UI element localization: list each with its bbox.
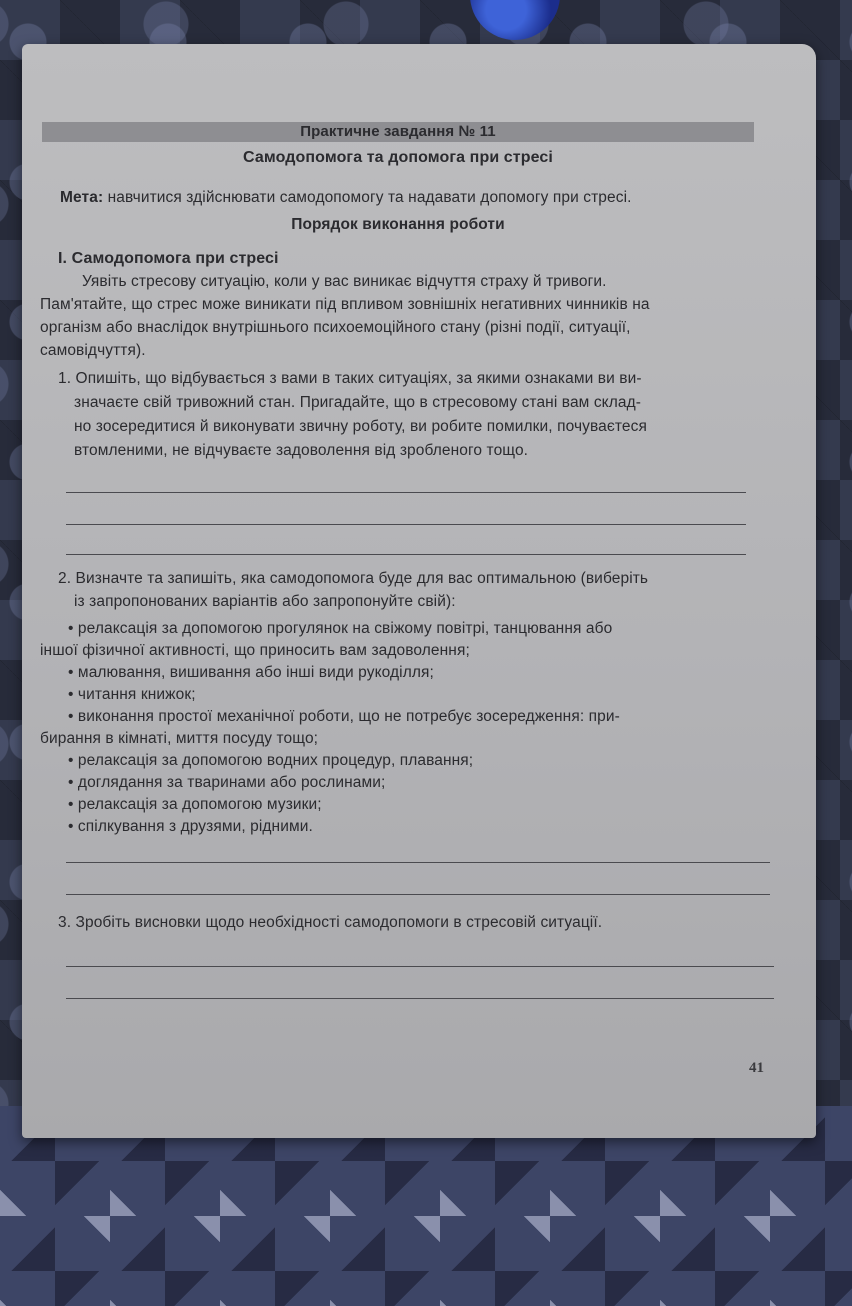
goal-label: Мета: xyxy=(60,189,104,206)
task1-line-2: значаєте свій тривожний стан. Пригадайте, що в стресовому стані вам склад- xyxy=(74,394,642,411)
section1-heading: І. Самодопомога при стресі xyxy=(58,250,279,267)
task1-line-1: 1. Опишіть, що відбувається з вами в таких ситуаціях, за якими ознаками ви ви- xyxy=(58,370,642,387)
intro-line-3: організм або внаслідок внутрішнього психоемоційного стану (різні події, ситуації, xyxy=(40,319,631,336)
goal-line xyxy=(60,189,632,207)
option-item: • спілкування з друзями, рідними. xyxy=(68,818,313,835)
answer-line[interactable] xyxy=(66,524,746,525)
intro-line-2: Пам'ятайте, що стрес може виникати під впливом зовнішніх негативних чинників на xyxy=(40,296,650,313)
task1-line-4: втомленими, не відчуваєте задоволення від зробленого тощо. xyxy=(74,442,529,459)
workbook-page xyxy=(22,44,816,1138)
option-item: іншої фізичної активності, що приносить вам задоволення; xyxy=(40,642,470,659)
task2-line-2: із запропонованих варіантів або запропонуйте свій): xyxy=(74,593,456,610)
procedure-heading: Порядок виконання роботи xyxy=(291,216,505,233)
answer-line[interactable] xyxy=(66,998,774,999)
goal-text: навчитися здійснювати самодопомогу та надавати допомогу при стресі. xyxy=(107,189,632,206)
intro-line-1: Уявіть стресову ситуацію, коли у вас виникає відчуття страху й тривоги. xyxy=(82,273,607,290)
page-title: Практичне завдання № 11 xyxy=(300,123,496,140)
page-number: 41 xyxy=(749,1060,764,1076)
option-item: • читання книжок; xyxy=(68,686,196,703)
answer-line[interactable] xyxy=(66,894,770,895)
task2-line-1: 2. Визначте та запишіть, яка самодопомога буде для вас оптимальною (виберіть xyxy=(58,570,649,587)
option-item: бирання в кімнаті, миття посуду тощо; xyxy=(40,730,319,747)
option-item: • доглядання за тваринами або рослинами; xyxy=(68,774,386,791)
option-item: • релаксація за допомогою водних процедур, плавання; xyxy=(68,752,474,769)
answer-line[interactable] xyxy=(66,862,770,863)
task1-line-3: но зосередитися й виконувати звичну роботу, ви робите помилки, почуваєтеся xyxy=(74,418,647,435)
task3-line: 3. Зробіть висновки щодо необхідності самодопомоги в стресовій ситуації. xyxy=(58,914,603,931)
answer-line[interactable] xyxy=(66,554,746,555)
answer-line[interactable] xyxy=(66,492,746,493)
page-subtitle: Самодопомога та допомога при стресі xyxy=(243,149,553,166)
option-item: • релаксація за допомогою прогулянок на свіжому повітрі, танцювання або xyxy=(68,620,613,637)
option-item: • релаксація за допомогою музики; xyxy=(68,796,322,813)
option-item: • виконання простої механічної роботи, що не потребує зосередження: при- xyxy=(68,708,620,725)
intro-line-4: самовідчуття). xyxy=(40,342,146,359)
option-item: • малювання, вишивання або інші види рукоділля; xyxy=(68,664,434,681)
answer-line[interactable] xyxy=(66,966,774,967)
